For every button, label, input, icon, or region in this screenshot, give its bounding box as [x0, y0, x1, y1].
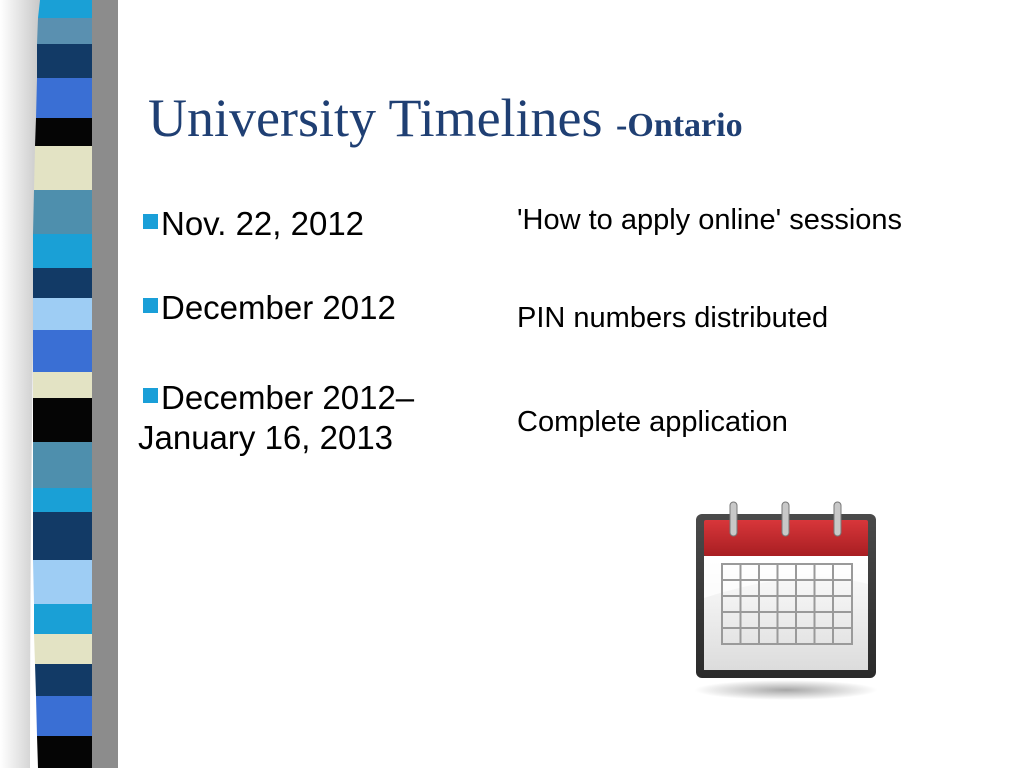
square-bullet-icon — [143, 214, 158, 229]
event-text: PIN numbers distributed — [517, 302, 829, 334]
calendar-icon — [692, 500, 880, 700]
square-bullet-icon — [143, 388, 158, 403]
date-text: December 2012– — [161, 379, 415, 416]
date-text-continued: January 16, 2013 — [138, 419, 394, 456]
date-item — [138, 378, 498, 458]
date-text: December 2012 — [161, 289, 396, 326]
title-subtitle: -Ontario — [616, 107, 743, 144]
date-item — [138, 204, 498, 244]
slide-title — [148, 86, 743, 158]
decorative-left-border — [0, 0, 120, 768]
date-text: Nov. 22, 2012 — [161, 205, 365, 242]
event-text: 'How to apply online' sessions — [517, 204, 903, 236]
event-text: Complete application — [517, 406, 788, 438]
title-main: University Timelines — [148, 88, 603, 148]
date-item — [138, 288, 498, 328]
square-bullet-icon — [143, 298, 158, 313]
